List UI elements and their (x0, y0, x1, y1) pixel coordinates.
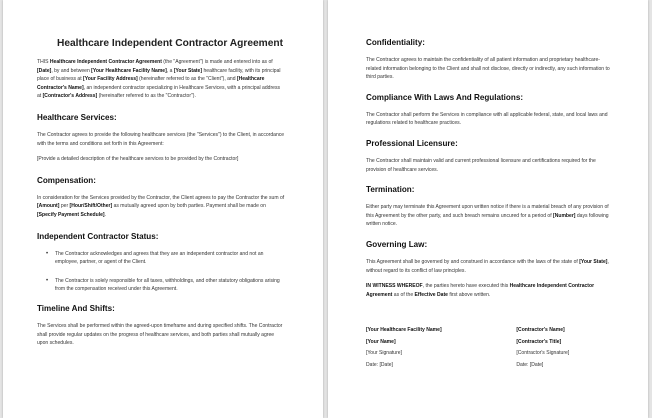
text-run: , a (166, 67, 174, 74)
professional-licensure-heading: Professional Licensure: (366, 138, 458, 148)
bold-text: Healthcare Independent Contractor Agreement (49, 59, 162, 65)
text-run: Either party may terminate this Agreement upon written notice if there is a material breach of any provision of this Agreement by the other party, and such breach remains uncured for a period of (366, 204, 609, 219)
compensation-heading: Compensation: (37, 175, 96, 185)
timeline-paragraph: The Services shall be performed within the agreed-upon timeframe and during specified shifts. The Contractor shall provide regular updates on the progress of healthcare services, and both parties shall mutually agree upon schedules. (37, 322, 283, 347)
bold-text: IN WITNESS WHEREOF (366, 283, 423, 290)
document-page-left (3, 0, 323, 418)
your-name-field: [Your Name] (366, 338, 396, 345)
bold-text: [Date] (37, 67, 52, 74)
contractor-title-field: [Contractor's Title] (516, 338, 562, 345)
services-description-placeholder: [Provide a detailed description of the healthcare services to be provided by the Contractor] (37, 156, 239, 163)
bold-text: [Hour/Shift/Other] (69, 203, 113, 210)
list-item: • The Contractor is solely responsible for all taxes, withholdings, and other statutory obligations arising from the compensation received under this Agreement. (55, 277, 287, 294)
contractor-date-field: Date: [Date] (516, 362, 544, 369)
bold-text: [Your Facility Address] (83, 76, 138, 83)
intro-paragraph (37, 58, 285, 101)
bold-text: Effective Date (414, 291, 448, 298)
healthcare-services-heading: Healthcare Services: (37, 112, 117, 122)
text-run: , an independent contractor specializing in Healthcare Services, with a principal address at (37, 84, 281, 100)
text-run: , by and between (51, 67, 92, 74)
text-run: per (59, 203, 70, 210)
termination-paragraph (366, 203, 614, 229)
document-page-right (328, 0, 648, 418)
contractor-status-list (37, 250, 287, 294)
text-run: first above written. (447, 291, 491, 298)
text-run: healthcare facility, with its principal place of business at (37, 67, 281, 83)
signature-row (366, 326, 606, 338)
text-run: In consideration for the Services provided by the Contractor, the Client agrees to pay the Contractor the sum of (37, 194, 285, 201)
text-run: days following written notice. (366, 212, 609, 228)
governing-law-paragraph (366, 258, 614, 275)
confidentiality-paragraph: The Contractor agrees to maintain the confidentiality of all patient information and proprietary healthcare-related information belonging to the Client and shall not disclose, directly or indirectly, any such information to third parties. (366, 57, 610, 81)
licensure-paragraph: The Contractor shall maintain valid and current professional licensure and certifications required for the provision of healthcare services. (366, 157, 596, 173)
contractor-name-field: [Contractor's Name] (516, 327, 565, 333)
signature-block (366, 326, 606, 373)
bold-text: [Amount] (37, 203, 60, 210)
signature-row (366, 338, 606, 350)
compliance-paragraph: The Contractor shall perform the Services in compliance with all applicable federal, state, and local laws and regulations related to healthcare practices. (366, 111, 608, 127)
text-run: . (104, 211, 106, 218)
text-run: (the "Agreement") is made and entered into as of (161, 59, 273, 65)
termination-heading: Termination: (366, 185, 415, 195)
text-run: (hereinafter referred to as the "Client"), and (137, 76, 237, 83)
bold-text: [Your State] (579, 258, 608, 265)
compensation-paragraph (37, 194, 285, 220)
witness-paragraph (366, 282, 614, 299)
healthcare-services-paragraph: The Contractor agrees to provide the following healthcare services (the "Services") to the Client, in accordance with the terms and conditions set forth in this Agreement: (37, 131, 285, 147)
signature-row (366, 349, 606, 361)
bold-text: [Your State] (173, 67, 203, 74)
governing-law-heading: Governing Law: (366, 239, 428, 249)
text-run: THIS (37, 59, 50, 65)
bold-text: [Number] (553, 212, 576, 219)
text-run: This Agreement shall be governed by and construed in accordance with the laws of the state of (366, 258, 580, 265)
bold-text: [Specify Payment Schedule] (37, 211, 105, 218)
text-run: , without regard to its conflict of law principles. (366, 258, 609, 274)
timeline-and-shifts-heading: Timeline And Shifts: (37, 303, 115, 313)
compliance-heading: Compliance With Laws And Regulations: (366, 92, 524, 102)
text-run: , the parties hereto have executed this (422, 283, 510, 290)
bold-text: [Healthcare Contractor's Name] (37, 76, 265, 91)
your-signature-field: [Your Signature] (366, 350, 403, 357)
contractor-signature-field: [Contractor's Signature] (516, 350, 570, 357)
text-run: as of the (392, 291, 415, 298)
confidentiality-heading: Confidentiality: (366, 38, 425, 47)
independent-contractor-status-heading: Independent Contractor Status: (37, 231, 159, 241)
facility-name-field: [Your Healthcare Facility Name] (366, 327, 442, 333)
bold-text: Healthcare Independent Contractor Agreement (366, 283, 595, 298)
text-run: as mutually agreed upon by both parties. Payment shall be made on (112, 203, 266, 210)
list-item: • The Contractor acknowledges and agrees that they are an independent contractor and not an employee, partner, or agent of the Client. (55, 250, 287, 267)
bold-text: [Your Healthcare Facility Name] (91, 67, 167, 74)
signature-row (366, 361, 606, 373)
bold-text: [Contractor's Address] (42, 93, 98, 100)
document-title: Healthcare Independent Contractor Agreement (56, 38, 284, 49)
client-date-field: Date: [Date] (366, 362, 393, 369)
text-run: (hereinafter referred to as the "Contractor"). (97, 93, 196, 100)
